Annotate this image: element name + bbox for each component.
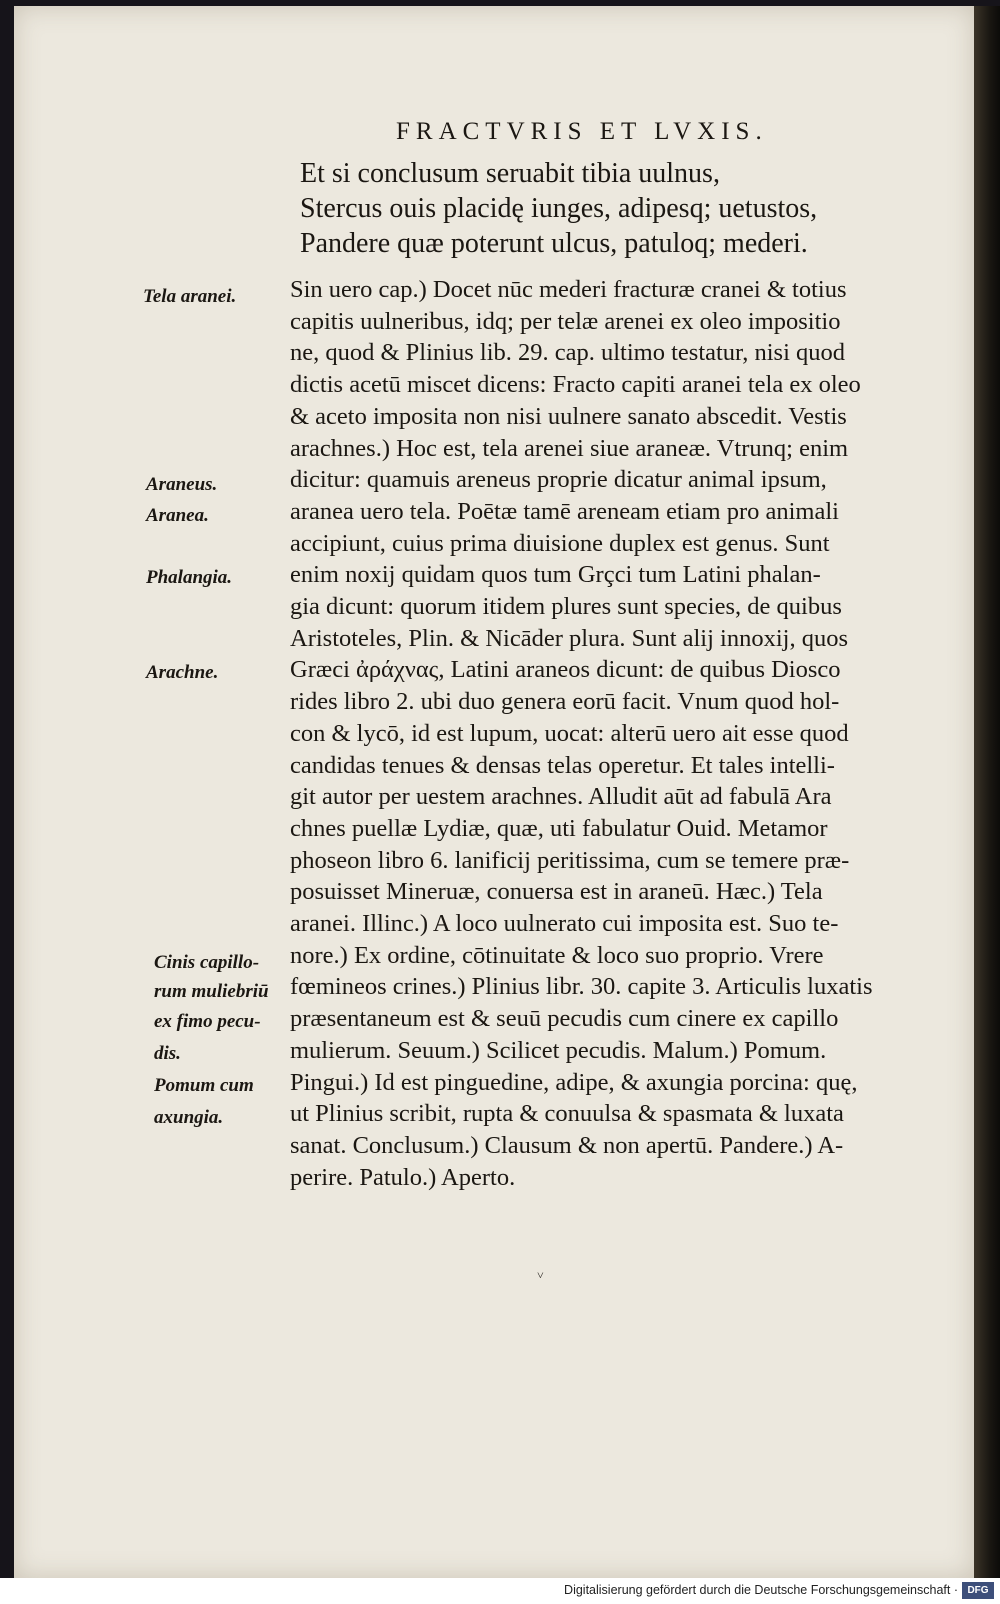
marginal-note: Tela aranei.	[143, 286, 237, 307]
stray-mark: ˅	[537, 1268, 544, 1282]
commentary-line: Pingui.) Id est pinguedine, adipe, & axungia porcina: quę,	[290, 1068, 858, 1096]
commentary-line: Græci ἀράχνας, Latini araneos dicunt: de quibus Diosco	[290, 656, 841, 684]
commentary-line: arachnes.) Hoc est, tela arenei siue araneæ. Vtrunq; enim	[290, 434, 849, 462]
commentary-line: mulierum. Seuum.) Scilicet pecudis. Malum.) Pomum.	[290, 1036, 827, 1064]
footer-bar	[0, 1578, 1000, 1604]
commentary-line: sanat. Conclusum.) Clausum & non apertū. Pandere.) A-	[290, 1131, 844, 1159]
commentary-line: git autor per uestem arachnes. Alludit aūt ad fabulā Ara	[290, 783, 832, 811]
commentary-line: accipiunt, cuius prima diuisione duplex est genus. Sunt	[290, 529, 830, 557]
marginal-note: Arachne.	[146, 662, 219, 683]
commentary-line: Sin uero cap.) Docet nūc mederi fracturæ cranei & totius	[290, 276, 847, 303]
verse-line: Et si conclusum seruabit tibia uulnus,	[300, 158, 720, 189]
marginal-note: Phalangia.	[146, 567, 233, 588]
commentary-line: dictis acetū miscet dicens: Fracto capiti aranei tela ex oleo	[290, 371, 861, 399]
commentary-line: nore.) Ex ordine, cōtinuitate & loco suo proprio. Vrere	[290, 941, 824, 969]
marginal-note: axungia.	[154, 1107, 224, 1128]
marginal-note: ex fimo pecu-	[154, 1011, 261, 1032]
funding-notice: Digitalisierung gefördert durch die Deutsche Forschungsgemeinschaft ·	[564, 1583, 958, 1597]
marginal-note: Pomum cum	[154, 1075, 254, 1096]
commentary-line: con & lycō, id est lupum, uocat: alterū uero ait esse quod	[290, 719, 849, 747]
marginal-note: rum muliebriū	[154, 981, 269, 1002]
commentary-line: gia dicunt: quorum itidem plures sunt species, de quibus	[290, 593, 842, 620]
page-edge-shadow	[974, 6, 1000, 1578]
commentary-line: enim noxij quidam quos tum Grçci tum Latini phalan-	[290, 561, 821, 589]
commentary-line: capitis uulneribus, idq; per telæ arenei ex oleo impositio	[290, 307, 841, 335]
verse-line: Pandere quæ poterunt ulcus, patuloq; mederi.	[300, 228, 808, 259]
commentary-line: ne, quod & Plinius lib. 29. cap. ultimo testatur, nisi quod	[290, 339, 846, 367]
commentary-line: candidas tenues & densas telas operetur. Et tales intelli-	[290, 751, 835, 779]
commentary-line: dicitur: quamuis areneus proprie dicatur animal ipsum,	[290, 466, 827, 494]
commentary-line: & aceto imposita non nisi uulnere sanato abscedit. Vestis	[290, 402, 847, 430]
commentary-line: chnes puellæ Lydiæ, quæ, uti fabulatur Ouid. Metamor	[290, 814, 828, 842]
marginal-note: Araneus.	[146, 474, 218, 495]
verse-line: Stercus ouis placidę iunges, adipesq; uetustos,	[300, 193, 818, 224]
commentary-line: phoseon libro 6. lanificij peritissima, cum se temere præ-	[290, 846, 850, 874]
marginal-note: dis.	[154, 1043, 181, 1064]
commentary-line: aranei. Illinc.) A loco uulnerato cui imposita est. Suo te-	[290, 910, 839, 937]
commentary-line: fœmineos crines.) Plinius libr. 30. capite 3. Articulis luxatis	[290, 973, 873, 1001]
marginal-note: Cinis capillo-	[154, 952, 260, 973]
marginal-note: Aranea.	[146, 505, 209, 526]
commentary-line: ut Plinius scribit, rupta & conuulsa & spasmata & luxata	[290, 1100, 844, 1128]
dfg-logo: DFG	[962, 1582, 994, 1599]
commentary-line: Aristoteles, Plin. & Nicāder plura. Sunt alij innoxij, quos	[290, 624, 848, 652]
commentary-line: perire. Patulo.) Aperto.	[290, 1163, 516, 1191]
commentary-line: rides libro 2. ubi duo genera eorū facit. Vnum quod hol-	[290, 688, 840, 716]
running-head: FRACTVRIS ET LVXIS.	[396, 118, 768, 145]
commentary-line: præsentaneum est & seuū pecudis cum cinere ex capillo	[290, 1005, 839, 1033]
commentary-line: aranea uero tela. Poētæ tamē areneam etiam pro animali	[290, 497, 839, 525]
commentary-line: posuisset Mineruæ, conuersa est in araneū. Hæc.) Tela	[290, 878, 823, 906]
